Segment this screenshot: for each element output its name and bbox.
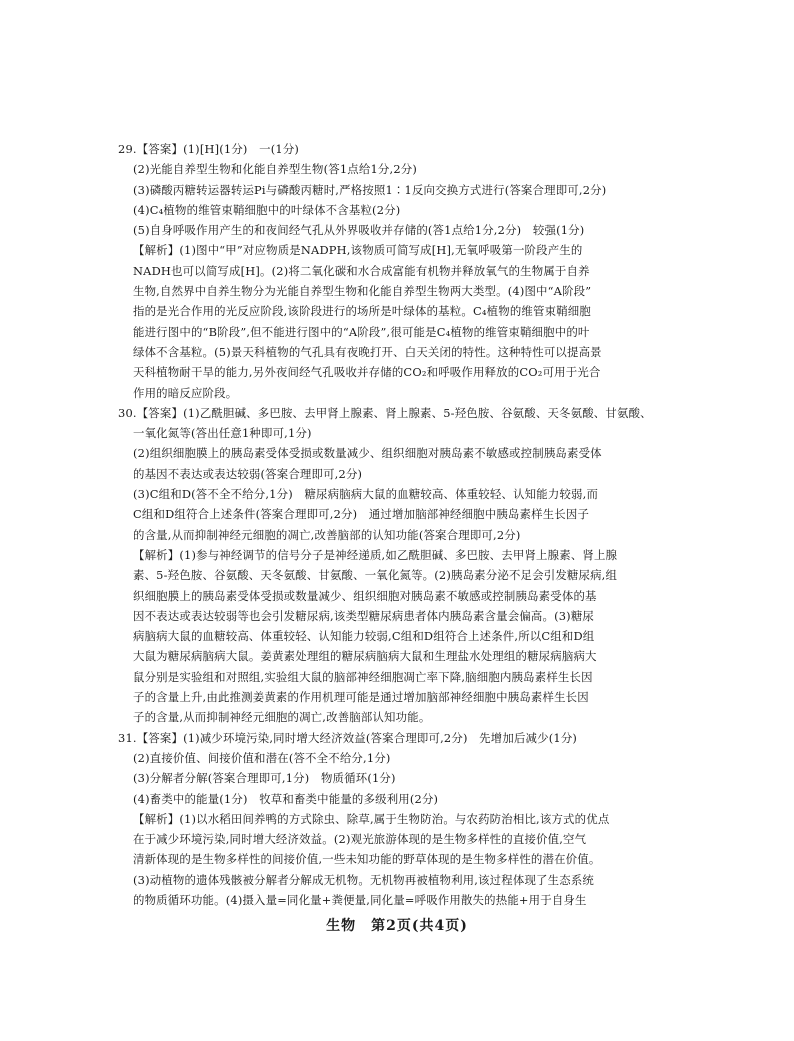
question-line: 29.【答案】(1)[H](1分) 一(1分) bbox=[118, 142, 300, 156]
text-line: C组和D组符合上述条件(答案合理即可,2分) 通过增加脑部神经细胞中胰岛素样生长因子 bbox=[133, 507, 590, 522]
answer-content bbox=[118, 139, 684, 910]
text-line: (3)C组和D(答不全不给分,1分) 糖尿病脑病大鼠的血糖较高、体重较轻、认知能力较弱,而 bbox=[133, 487, 599, 502]
text-line: (2)光能自养型生物和化能自养型生物(答1点给1分,2分) bbox=[133, 162, 417, 177]
text-line: 子的含量上升,由此推测姜黄素的作用机理可能是通过增加脑部神经细胞中胰岛素样生长因 bbox=[133, 690, 589, 705]
text-line: 大鼠为糖尿病脑病大鼠。姜黄素处理组的糖尿病脑病大鼠和生理盐水处理组的糖尿病脑病大 bbox=[133, 649, 597, 664]
text-line: 一氧化氮等(答出任意1种即可,1分) bbox=[133, 426, 312, 441]
text-line: 的基因不表达或表达较弱(答案合理即可,2分) bbox=[133, 466, 363, 481]
question-line: 31.【答案】(1)减少环境污染,同时增大经济效益(答案合理即可,2分) 先增加后减少(1分) bbox=[118, 730, 578, 745]
text-line: NADH也可以简写成[H]。(2)将二氧化碳和水合成富能有机物并释放氧气的生物属于自养 bbox=[133, 263, 590, 278]
text-line: 【解析】(1)图中“甲”对应物质是NADPH,该物质可简写成[H],无氧呼吸第一阶段产生的 bbox=[133, 243, 583, 258]
text-line: 的含量,从而抑制神经元细胞的凋亡,改善脑部的认知功能(答案合理即可,2分) bbox=[133, 527, 521, 542]
text-line: 鼠分别是实验组和对照组,实验组大鼠的脑部神经细胞凋亡率下降,脑细胞内胰岛素样生长因 bbox=[133, 669, 593, 684]
text-line: 天科植物耐干旱的能力,另外夜间经气孔吸收并存储的CO₂和呼吸作用释放的CO₂可用于光合 bbox=[133, 365, 601, 380]
text-line: (5)自身呼吸作用产生的和夜间经气孔从外界吸收并存储的(答1点给1分,2分) 较强(1分) bbox=[133, 223, 585, 238]
text-line: 子的含量,从而抑制神经元细胞的凋亡,改善脑部认知功能。 bbox=[133, 710, 431, 725]
page-footer: 生物 第2页(共4页) bbox=[326, 918, 468, 934]
text-line: 病脑病大鼠的血糖较高、体重较轻、认知能力较弱,C组和D组符合上述条件,所以C组和D组 bbox=[133, 629, 595, 644]
question-line: 30.【答案】(1)乙酰胆碱、多巴胺、去甲肾上腺素、肾上腺素、5-羟色胺、谷氨酸、天冬氨酸、甘氨酸、 bbox=[118, 405, 652, 420]
text-line: (3)分解者分解(答案合理即可,1分) 物质循环(1分) bbox=[133, 771, 396, 786]
text-line: 生物,自然界中自养生物分为光能自养型生物和化能自养型生物两大类型。(4)图中“A阶段” bbox=[133, 284, 592, 299]
text-line: 清新体现的是生物多样性的间接价值,一些未知功能的野草体现的是生物多样性的潜在价值。 bbox=[133, 852, 601, 867]
text-line: (3)动植物的遗体残骸被分解者分解成无机物。无机物再被植物利用,该过程体现了生态系统 bbox=[133, 872, 595, 887]
text-line: (2)直接价值、间接价值和潜在(答不全不给分,1分) bbox=[133, 750, 391, 765]
text-line: 【解析】(1)以水稻田间养鸭的方式除虫、除草,属于生物防治。与农药防治相比,该方式的优点 bbox=[133, 811, 610, 826]
text-line: (3)磷酸丙糖转运器转运Pi与磷酸丙糖时,严格按照1∶1反向交换方式进行(答案合理即可,2分) bbox=[133, 182, 607, 197]
text-line: 指的是光合作用的光反应阶段,该阶段进行的场所是叶绿体的基粒。C₄植物的维管束鞘细胞 bbox=[133, 304, 591, 319]
text-line: 素、5-羟色胺、谷氨酸、天冬氨酸、甘氨酸、一氧化氮等。(2)胰岛素分泌不足会引发糖尿病,组 bbox=[133, 568, 618, 583]
text-line: (4)畜类中的能量(1分) 牧草和畜类中能量的多级利用(2分) bbox=[133, 791, 439, 806]
text-line: 织细胞膜上的胰岛素受体受损或数量减少、组织细胞对胰岛素不敏感或控制胰岛素受体的基 bbox=[133, 588, 597, 603]
text-line: 因不表达或表达较弱等也会引发糖尿病,该类型糖尿病患者体内胰岛素含量会偏高。(3)糖尿 bbox=[133, 608, 595, 623]
text-line: 的物质循环功能。(4)摄入量=同化量+粪便量,同化量=呼吸作用散失的热能+用于自身生 bbox=[133, 892, 587, 907]
text-line: 作用的暗反应阶段。 bbox=[133, 385, 238, 400]
text-line: (4)C₄植物的维管束鞘细胞中的叶绿体不含基粒(2分) bbox=[133, 202, 401, 217]
text-line: (2)组织细胞膜上的胰岛素受体受损或数量减少、组织细胞对胰岛素不敏感或控制胰岛素受体 bbox=[133, 446, 602, 461]
text-line: 绿体不含基粒。(5)景天科植物的气孔具有夜晚打开、白天关闭的特性。这种特性可以提高景 bbox=[133, 344, 602, 359]
text-line: 在于减少环境污染,同时增大经济效益。(2)观光旅游体现的是生物多样性的直接价值,空气 bbox=[133, 832, 587, 847]
text-line: 【解析】(1)参与神经调节的信号分子是神经递质,如乙酰胆碱、多巴胺、去甲肾上腺素、肾上腺 bbox=[133, 547, 618, 562]
text-line: 能进行图中的“B阶段”,但不能进行图中的“A阶段”,很可能是C₄植物的维管束鞘细胞中的叶 bbox=[133, 324, 590, 339]
